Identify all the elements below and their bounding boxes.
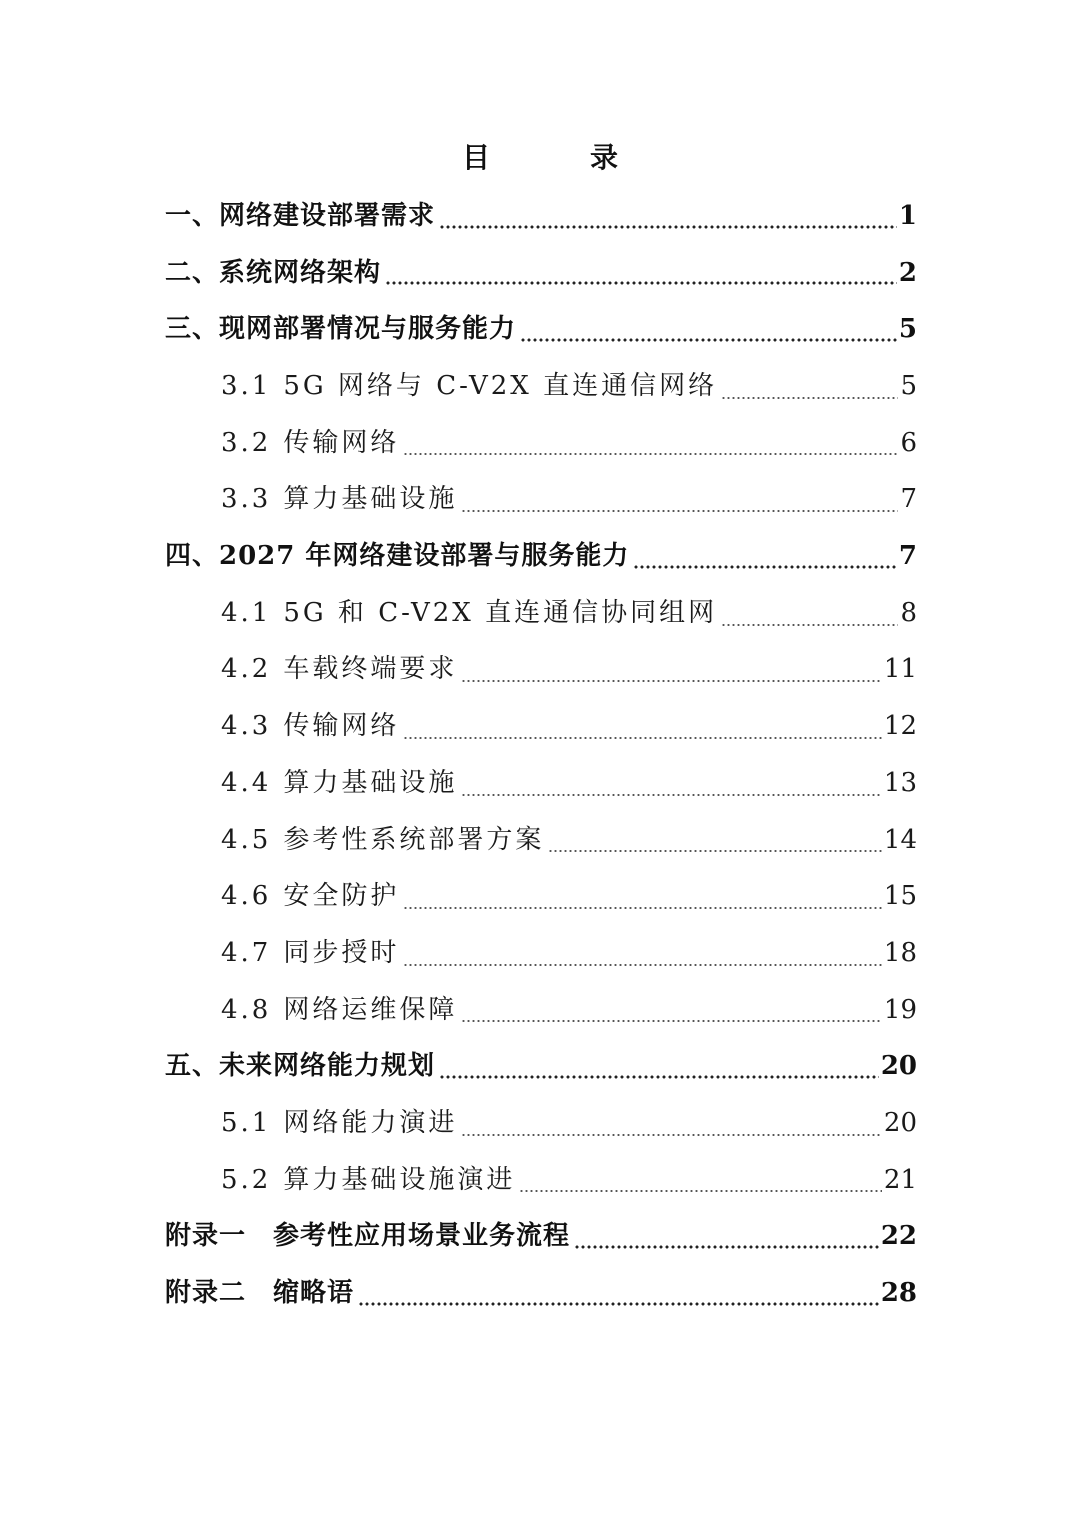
toc-page-number: 6 [900, 427, 917, 458]
toc-entry-text: 算力基础设施演进 [283, 1164, 516, 1195]
toc-dot-leader [633, 565, 896, 569]
toc-entry-text: 参考性系统部署方案 [283, 824, 545, 855]
toc-chapter-entry[interactable] [165, 1038, 917, 1095]
toc-section-number: 4.2 [221, 654, 272, 685]
toc-entry-text: 5G 和 C-V2X 直连通信协同组网 [283, 597, 718, 628]
toc-entry-label [221, 812, 544, 869]
toc-page-number: 7 [900, 484, 917, 515]
toc-entry-label [165, 528, 629, 585]
toc-section-entry[interactable] [165, 415, 917, 472]
toc-page-number: 20 [880, 1051, 917, 1082]
toc-dot-leader [385, 281, 897, 285]
toc-dot-leader [461, 793, 882, 797]
toc-section-entry[interactable] [165, 755, 917, 812]
toc-chapter-entry[interactable] [165, 245, 917, 302]
toc-section-number: 4.4 [221, 767, 272, 798]
toc-section-entry[interactable] [165, 642, 917, 699]
toc-entry-text: 传输网络 [283, 427, 400, 458]
toc-dot-leader [439, 225, 897, 229]
toc-dot-leader [461, 1019, 882, 1023]
toc-section-entry[interactable] [165, 471, 917, 528]
toc-section-number: 3.2 [221, 427, 272, 458]
toc-entry-label [165, 1038, 435, 1095]
toc-page-number: 15 [883, 881, 917, 912]
toc-entry-label [221, 471, 457, 528]
toc-page-number: 13 [883, 767, 917, 798]
toc-dot-leader [403, 963, 882, 967]
toc-entry-label [221, 755, 457, 812]
toc-chapter-entry[interactable] [165, 1208, 917, 1265]
toc-page-number: 21 [883, 1164, 917, 1195]
toc-dot-leader [461, 509, 898, 513]
toc-page-number: 7 [898, 541, 917, 572]
toc-page-number: 5 [900, 371, 917, 402]
toc-entry-text: 网络运维保障 [283, 994, 458, 1025]
toc-section-entry[interactable] [165, 982, 917, 1039]
toc-page-number: 19 [883, 994, 917, 1025]
toc-section-number: 3.3 [221, 484, 272, 515]
toc-section-entry[interactable] [165, 1152, 917, 1209]
toc-entry-text: 同步授时 [283, 937, 400, 968]
toc-page-number: 2 [898, 257, 917, 288]
toc-dot-leader [403, 736, 882, 740]
toc-dot-leader [439, 1075, 879, 1079]
toc-entry-text: 附录一 参考性应用场景业务流程 [165, 1221, 571, 1252]
toc-section-number: 4.3 [221, 711, 272, 742]
toc-entry-label [165, 245, 381, 302]
toc-dot-leader [403, 452, 898, 456]
toc-title: 目 录 [461, 141, 654, 174]
toc-entry-label [221, 868, 399, 925]
toc-section-number: 4.8 [221, 994, 272, 1025]
toc-entry-label [165, 301, 516, 358]
toc-page-number: 14 [883, 824, 917, 855]
toc-dot-leader [721, 396, 898, 400]
toc-list [165, 188, 917, 1322]
toc-page-number: 20 [883, 1107, 917, 1138]
toc-page-number: 1 [898, 200, 917, 231]
toc-section-number: 3.1 [221, 371, 272, 402]
toc-entry-label [221, 1095, 457, 1152]
toc-section-number: 4.5 [221, 824, 272, 855]
toc-entry-label [221, 925, 399, 982]
toc-entry-text: 三、现网部署情况与服务能力 [165, 314, 517, 345]
toc-dot-leader [520, 338, 897, 342]
toc-section-entry[interactable] [165, 698, 917, 755]
toc-entry-text: 五、未来网络能力规划 [165, 1051, 436, 1082]
toc-section-number: 4.1 [221, 597, 272, 628]
toc-entry-label [165, 1265, 354, 1322]
toc-page-number: 22 [880, 1221, 917, 1252]
toc-entry-label [221, 1152, 515, 1209]
toc-entry-text: 5G 网络与 C-V2X 直连通信网络 [283, 371, 718, 402]
toc-dot-leader [461, 679, 882, 683]
toc-page-number: 5 [898, 314, 917, 345]
toc-dot-leader [574, 1245, 879, 1249]
toc-section-entry[interactable] [165, 925, 917, 982]
toc-section-number: 4.6 [221, 881, 272, 912]
toc-section-entry[interactable] [165, 585, 917, 642]
toc-page-number: 8 [900, 597, 917, 628]
toc-page-number: 18 [883, 937, 917, 968]
toc-dot-leader [358, 1302, 879, 1306]
toc-entry-label [221, 585, 717, 642]
toc-entry-text: 算力基础设施 [283, 767, 458, 798]
toc-entry-label [221, 358, 717, 415]
toc-dot-leader [721, 623, 898, 627]
toc-entry-label [221, 641, 457, 698]
toc-entry-text: 传输网络 [283, 711, 400, 742]
toc-section-entry[interactable] [165, 358, 917, 415]
toc-entry-text: 二、系统网络架构 [165, 257, 382, 288]
toc-dot-leader [519, 1189, 882, 1193]
toc-page-number: 28 [880, 1278, 917, 1309]
toc-entry-label [165, 188, 435, 245]
toc-entry-label [221, 415, 399, 472]
toc-chapter-entry[interactable] [165, 188, 917, 245]
toc-entry-text: 一、网络建设部署需求 [165, 200, 436, 231]
toc-dot-leader [461, 1133, 882, 1137]
toc-chapter-entry[interactable] [165, 301, 917, 358]
toc-section-number: 4.7 [221, 937, 272, 968]
toc-entry-label [165, 1208, 570, 1265]
toc-section-entry[interactable] [165, 1095, 917, 1152]
toc-entry-label [221, 982, 457, 1039]
toc-section-number: 5.2 [221, 1164, 272, 1195]
toc-entry-text: 车载终端要求 [283, 654, 458, 685]
toc-entry-text: 四、2027 年网络建设部署与服务能力 [165, 541, 630, 572]
toc-entry-label [221, 698, 399, 755]
toc-chapter-entry[interactable] [165, 1265, 917, 1322]
toc-section-entry[interactable] [165, 812, 917, 869]
toc-dot-leader [548, 849, 882, 853]
toc-entry-text: 附录二 缩略语 [165, 1278, 355, 1309]
toc-section-number: 5.1 [221, 1107, 272, 1138]
toc-section-entry[interactable] [165, 868, 917, 925]
toc-chapter-entry[interactable] [165, 528, 917, 585]
toc-dot-leader [403, 906, 882, 910]
toc-page-number: 11 [883, 654, 917, 685]
toc-entry-text: 网络能力演进 [283, 1107, 458, 1138]
toc-entry-text: 安全防护 [283, 881, 400, 912]
toc-page-number: 12 [883, 711, 917, 742]
toc-entry-text: 算力基础设施 [283, 484, 458, 515]
